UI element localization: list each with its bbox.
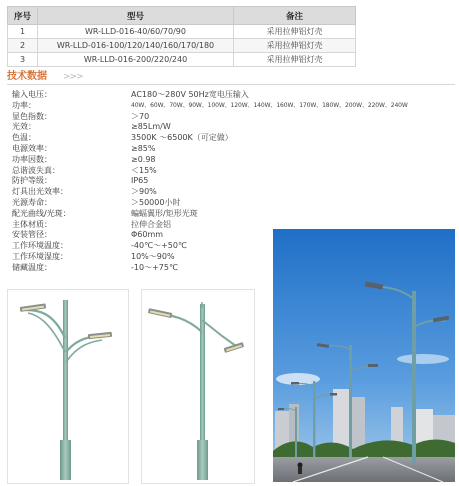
spec-value: ≥0.98 [131,154,156,164]
spec-label: 配光曲线/光斑： [12,208,71,218]
spec-value: IP65 [131,176,149,186]
spec-label: 防护等级： [12,176,52,186]
header-seq: 序号 [8,7,38,25]
spec-label: 电源效率： [12,143,52,153]
spec-value: 蝙蝠翼形/矩形光斑 [131,208,198,218]
spec-label: 灯具出光效率： [12,187,68,197]
spec-row [12,209,456,220]
table-row [8,39,356,53]
spec-row [12,90,456,101]
spec-value: Φ60mm [131,230,164,240]
spec-value: ≥85Lm/W [131,122,171,132]
table-row [8,53,356,67]
spec-value: ＞90% [131,187,157,197]
spec-label: 总谐波失真： [12,165,60,175]
spec-label: 色温： [12,133,36,143]
spec-row [12,176,456,187]
table-row [8,25,356,39]
spec-value: 拉伸合金铝 [131,219,171,229]
spec-value: -10～+75℃ [131,262,178,272]
model-table [7,6,356,67]
cell-note: 采用拉伸铝灯壳 [234,25,356,39]
single-arm-pole-photo [141,289,255,484]
spec-label: 工作环境湿度： [12,251,68,261]
cell-model: WR-LLD-016-200/220/240 [38,53,234,67]
spec-value: ＜15% [131,165,157,175]
cell-note: 采用拉伸铝灯壳 [234,53,356,67]
spec-value: -40℃～+50℃ [131,241,187,251]
streetlights-installed-on-city-road-icon [273,229,455,482]
spec-value: 10%～90% [131,251,175,261]
spec-value: 40W、60W、70W、90W、100W、120W、140W、160W、170W、180W、200W、220W、240W [131,101,408,109]
spec-label: 工作环境温度： [12,241,68,251]
spec-row [12,155,456,166]
spec-value: ＞70 [131,111,150,121]
spec-label: 功率因数： [12,154,52,164]
spec-row [12,112,456,123]
spec-label: 光效： [12,122,36,132]
spec-label: 主体材质： [12,219,52,229]
spec-label: 显色指数： [12,111,52,121]
spec-value: AC180～280V 50Hz宽电压输入 [131,90,249,99]
double-arm-streetlight-pole-icon [8,290,128,483]
spec-row [12,166,456,177]
header-note: 备注 [234,7,356,25]
header-model: 型号 [38,7,234,25]
cell-seq: 1 [8,25,38,39]
spec-row [12,101,456,112]
spec-row [12,144,456,155]
spec-row [12,133,456,144]
double-arm-pole-photo [7,289,129,484]
cell-seq: 3 [8,53,38,67]
spec-label: 输入电压： [12,90,52,99]
spec-label: 储藏温度： [12,262,52,272]
cell-model: WR-LLD-016-40/60/70/90 [38,25,234,39]
cell-seq: 2 [8,39,38,53]
spec-label: 功率： [12,100,36,110]
spec-row [12,122,456,133]
cell-note: 采用拉伸铝灯壳 [234,39,356,53]
spec-value: ≥85% [131,143,156,153]
spec-row [12,187,456,198]
spec-value: ＞50000小时 [131,197,181,207]
spec-value: 3500K ～6500K（可定做） [131,133,233,143]
section-title: 技术数据 [7,71,47,82]
single-arm-streetlight-pole-icon [142,290,254,483]
street-scene-photo [273,229,455,482]
cell-model: WR-LLD-016-100/120/140/160/170/180 [38,39,234,53]
spec-row [12,198,456,209]
section-arrows-icon: >>> [63,72,83,82]
tech-section-header [7,71,455,85]
spec-label: 安装管径： [12,230,52,240]
table-header-row [8,7,356,25]
spec-label: 光源寿命： [12,197,52,207]
